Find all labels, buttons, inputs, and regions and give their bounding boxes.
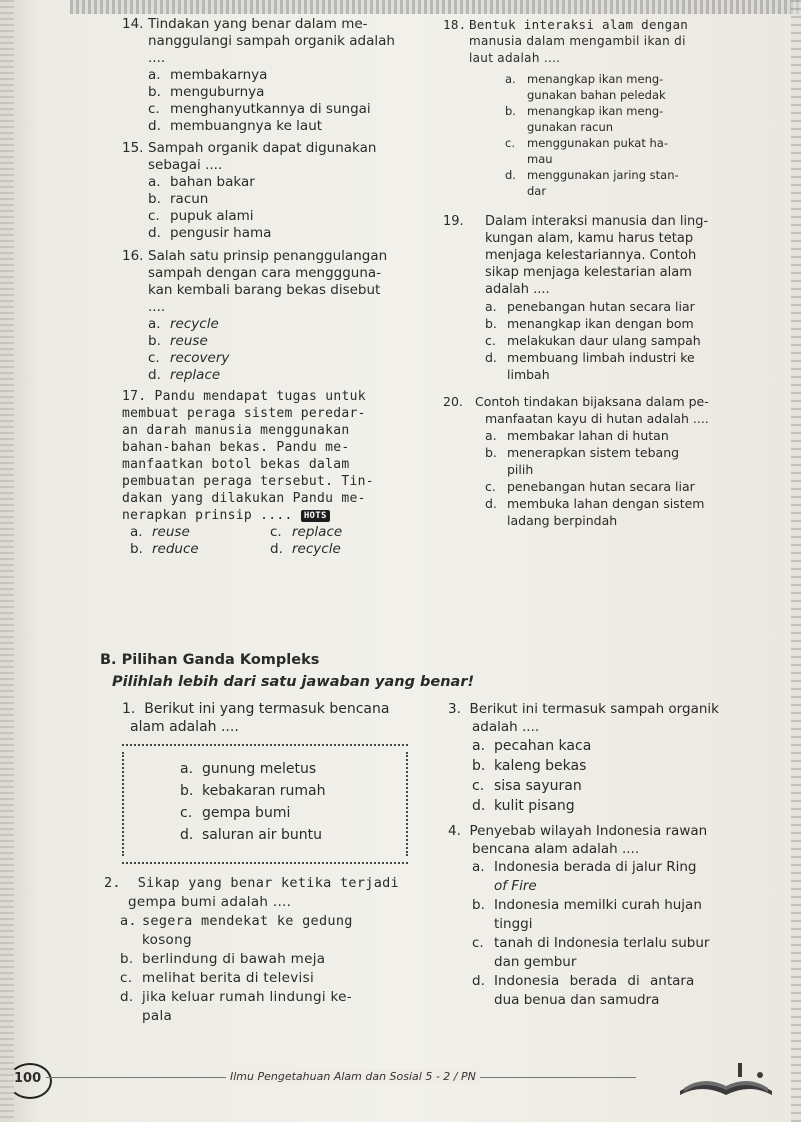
open-book-icon [676, 1061, 776, 1101]
section-instruction: Pilihlah lebih dari satu jawaban yang benar! [112, 674, 475, 690]
question-text: sikap menjaga kelestarian alam [485, 265, 692, 280]
option-c[interactable]: c. sisa sayuran [472, 778, 582, 794]
option-c[interactable]: c. melihat berita di televisi [120, 970, 314, 986]
question-number: 14. [122, 16, 144, 32]
option-d[interactable]: d. kulit pisang [472, 798, 575, 814]
question-19 [443, 213, 768, 383]
section-title: B. Pilihan Ganda Kompleks [100, 652, 320, 668]
option-a[interactable]: a. reuse [130, 524, 190, 540]
question-1-options [180, 758, 400, 846]
question-text: manfaatan kayu di hutan adalah .... [485, 411, 709, 426]
option-d[interactable]: d. saluran air buntu [180, 827, 322, 843]
option-d[interactable]: d. Indonesia berada di antara dua benua dan samudra [472, 973, 695, 1008]
option-b[interactable]: b. kebakaran rumah [180, 783, 326, 799]
question-number: 20. [443, 394, 463, 409]
question-2 [104, 874, 414, 1026]
option-b[interactable]: b. kaleng bekas [472, 758, 587, 774]
option-d[interactable]: d. membuangnya ke laut [148, 118, 323, 134]
question-text: membuat peraga sistem peredar- [122, 406, 366, 421]
question-text: Berikut ini termasuk sampah organik [469, 701, 719, 717]
question-text: sebagai .... [148, 157, 223, 173]
question-4 [448, 822, 768, 1010]
hots-badge: HOTS [301, 510, 330, 522]
question-text: Contoh tindakan bijaksana dalam pe- [475, 394, 709, 409]
question-18-options [443, 71, 768, 199]
question-text: sampah dengan cara menggguna- [148, 265, 382, 281]
question-text: Sampah organik dapat digunakan [148, 140, 377, 156]
question-text: Sikap yang benar ketika terjadi [137, 875, 399, 891]
question-text: nanggulangi sampah organik adalah [148, 33, 395, 49]
question-text: laut adalah .... [469, 51, 561, 65]
question-text: Dalam interaksi manusia dan ling- [485, 214, 709, 229]
question-text: bencana alam adalah .... [472, 841, 640, 857]
option-a[interactable]: a. membakar lahan di hutan [485, 428, 669, 443]
question-text: an darah manusia menggunakan [122, 423, 350, 438]
scan-edge-right [791, 0, 801, 1122]
option-c[interactable]: c. menghanyutkannya di sungai [148, 101, 371, 117]
left-column-top [122, 16, 422, 558]
scan-edge-top [70, 0, 801, 14]
question-number: 2. [104, 875, 121, 891]
option-a[interactable]: a. bahan bakar [148, 174, 255, 190]
question-text: gempa bumi adalah .... [128, 894, 292, 910]
option-a[interactable]: a. penebangan hutan secara liar [485, 299, 695, 314]
question-1 [122, 700, 422, 736]
option-c[interactable]: c. penebangan hutan secara liar [485, 479, 695, 494]
question-text: adalah .... [485, 282, 550, 297]
question-text: kan kembali barang bekas disebut [148, 282, 381, 298]
question-text: pembuatan peraga tersebut. Tin- [122, 474, 374, 489]
left-column-bottom [122, 700, 422, 736]
question-text: Salah satu prinsip penanggulangan [148, 248, 388, 264]
question-text: Bentuk interaksi alam dengan [469, 17, 689, 32]
option-a[interactable]: a. Indonesia berada di jalur Ring of Fire [472, 859, 697, 894]
question-17 [122, 388, 422, 524]
question-text: Penyebab wilayah Indonesia rawan [469, 823, 708, 839]
question-number: 3. [448, 701, 461, 717]
question-16 [122, 248, 422, 384]
option-c[interactable]: c. pupuk alami [148, 208, 254, 224]
question-text: manfaatkan botol bekas dalam [122, 457, 350, 472]
option-c[interactable]: c. recovery [148, 350, 230, 366]
page-footer [0, 1055, 801, 1122]
option-a[interactable]: a. recycle [148, 316, 219, 332]
option-d[interactable]: d. replace [148, 367, 221, 383]
question-14 [122, 16, 422, 135]
option-d[interactable]: d. pengusir hama [148, 225, 272, 241]
scan-edge-left [0, 0, 14, 1122]
question-text: kungan alam, kamu harus tetap [485, 231, 694, 246]
question-18 [443, 16, 768, 67]
option-c[interactable]: c. tanah di Indonesia terlalu subur dan gembur [472, 935, 710, 970]
question-number: 18. [443, 17, 467, 32]
option-d[interactable]: d. membuka lahan dengan sistem ladang berpindah [485, 496, 705, 528]
option-d[interactable]: d. recycle [270, 541, 341, 557]
right-column-top [443, 16, 768, 529]
option-a[interactable]: a. pecahan kaca [472, 738, 592, 754]
option-a[interactable]: a. membakarnya [148, 67, 268, 83]
option-b[interactable]: b. reuse [148, 333, 208, 349]
question-number: 4. [448, 823, 461, 839]
option-a[interactable]: a. segera mendekat ke gedung kosong [120, 913, 353, 948]
question-text: Tindakan yang benar dalam me- [148, 16, 368, 32]
page-number: 100 [14, 1071, 42, 1086]
option-d[interactable]: d. membuang limbah industri ke limbah [485, 350, 695, 382]
option-a[interactable]: a. gunung meletus [180, 761, 317, 777]
option-b[interactable]: b. menguburnya [148, 84, 265, 100]
question-number: 19. [443, 214, 464, 229]
question-17-options [122, 524, 422, 558]
question-number: 15. [122, 140, 144, 156]
question-20 [443, 393, 768, 529]
question-text: bahan-bahan bekas. Pandu me- [122, 440, 350, 455]
question-text: Pandu mendapat tugas untuk [154, 389, 366, 404]
option-d[interactable]: d. jika keluar rumah lindungi ke- pala [120, 989, 352, 1024]
option-c[interactable]: c. replace [270, 524, 343, 540]
option-b[interactable]: b. menerapkan sistem tebang pilih [485, 445, 680, 477]
book-title: Ilmu Pengetahuan Alam dan Sosial 5 - 2 / PN [226, 1070, 480, 1083]
question-text: Berikut ini yang termasuk bencana [144, 701, 390, 717]
option-b[interactable]: b. menangkap ikan dengan bom [485, 316, 694, 331]
option-b[interactable]: b. Indonesia memilki curah hujan tinggi [472, 897, 702, 932]
question-text: .... [148, 299, 166, 315]
question-number: 16. [122, 248, 144, 264]
option-c[interactable]: c. melakukan daur ulang sampah [485, 333, 701, 348]
question-text: .... [148, 50, 166, 66]
question-text: nerapkan prinsip .... [122, 508, 293, 523]
option-b[interactable]: b. racun [148, 191, 209, 207]
question-text: alam adalah .... [130, 719, 239, 735]
option-c[interactable]: c. gempa bumi [180, 805, 291, 821]
option-c[interactable]: c. menggunakan pukat ha- mau [505, 136, 668, 166]
question-text: dakan yang dilakukan Pandu me- [122, 491, 366, 506]
question-text: manusia dalam mengambil ikan di [469, 34, 686, 48]
option-b[interactable]: b. reduce [130, 541, 199, 557]
option-b[interactable]: b. menangkap ikan meng- gunakan racun [505, 104, 664, 134]
question-15 [122, 140, 422, 242]
option-b[interactable]: b. berlindung di bawah meja [120, 951, 326, 967]
question-number: 17. [122, 389, 147, 404]
option-a[interactable]: a. menangkap ikan meng- gunakan bahan peledak [505, 72, 666, 102]
question-text: adalah .... [472, 719, 540, 735]
question-number: 1. [122, 701, 136, 717]
question-3 [448, 700, 768, 816]
right-column-bottom [448, 700, 768, 1010]
option-d[interactable]: d. menggunakan jaring stan- dar [505, 168, 679, 198]
question-text: menjaga kelestariannya. Contoh [485, 248, 697, 263]
